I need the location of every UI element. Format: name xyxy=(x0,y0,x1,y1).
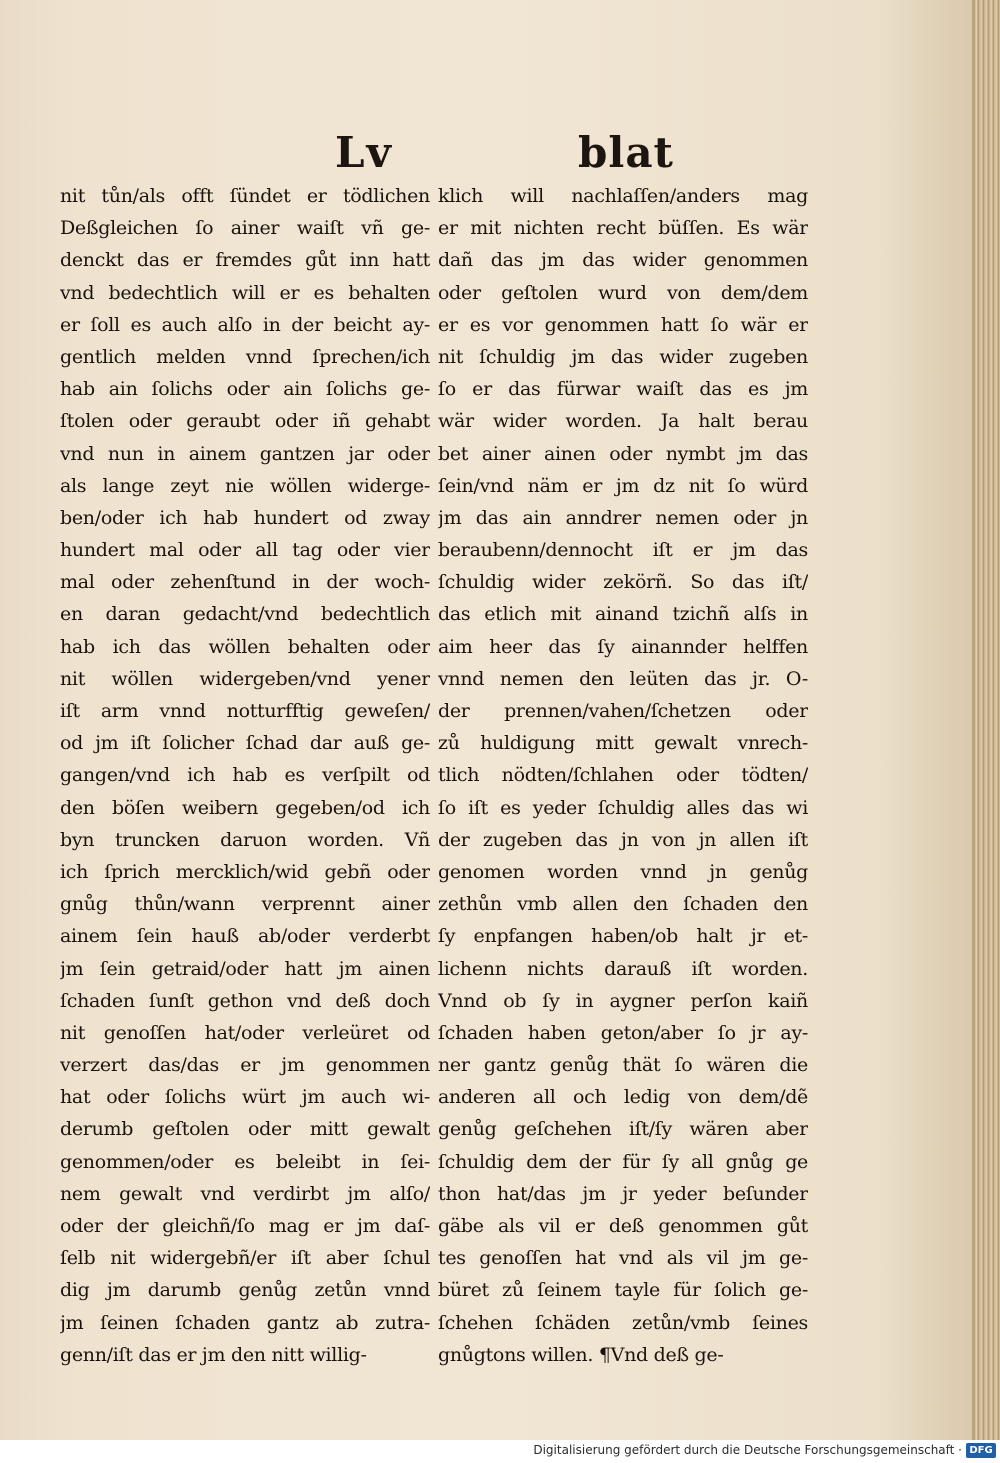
text-line: büret zů ſeinem tayle für ſolich ge- xyxy=(438,1279,808,1302)
text-line: dig jm darumb genůg zetůn vnnd xyxy=(60,1279,430,1302)
text-line: ſy enpfangen haben/ob halt jr et- xyxy=(438,925,808,948)
folio-number: Lv xyxy=(335,128,393,177)
text-line: nit ſchuldig jm das wider zugeben xyxy=(438,345,808,368)
text-line: ſchaden haben geton/aber ſo jr ay- xyxy=(438,1021,808,1044)
text-line: er ſoll es auch alſo in der beicht ay- xyxy=(60,313,430,336)
text-line: nit genoſſen hat/oder verleüret od xyxy=(60,1021,430,1044)
text-line: genommen/oder es beleibt in ſei- xyxy=(60,1150,430,1173)
funding-credit: Digitalisierung gefördert durch die Deutsche Forschungsgemeinschaft · xyxy=(533,1443,962,1457)
text-line: vnnd nemen den leüten das jr. O- xyxy=(438,667,808,690)
text-line: Deßgleichen ſo ainer waiſt vñ ge- xyxy=(60,217,430,240)
text-line: aim heer das ſy ainannder helffen xyxy=(438,635,808,658)
text-line: gentlich melden vnnd ſprechen/ich xyxy=(60,345,430,368)
text-line: ſein/vnd näm er jm dz nit ſo würd xyxy=(438,474,808,497)
page-header xyxy=(0,128,975,188)
text-line: bet ainer ainen oder nymbt jm das xyxy=(438,442,808,465)
text-line: das etlich mit ainand tzichñ alſs in xyxy=(438,603,808,626)
text-line: beraubenn/dennocht iſt er jm das xyxy=(438,539,808,562)
text-line: tes genoſſen hat vnd als vil jm ge- xyxy=(438,1247,808,1270)
text-line: nit wöllen widergeben/vnd yener xyxy=(60,667,430,690)
text-line: gangen/vnd ich hab es verſpilt od xyxy=(60,764,430,787)
text-line: oder geſtolen wurd von dem/dem xyxy=(438,281,808,304)
dfg-logo: DFG xyxy=(966,1443,996,1458)
text-line: mal oder zehenſtund in der woch- xyxy=(60,571,430,594)
text-line: genn/iſt das er jm den nitt willig- xyxy=(60,1343,367,1366)
text-column-left xyxy=(60,180,430,1371)
text-line: ner gantz genůg thät ſo wären die xyxy=(438,1054,808,1077)
text-line: ſchehen ſchäden zetůn/vmb ſeines xyxy=(438,1311,808,1334)
text-line: vnd bedechtlich will er es behalten xyxy=(60,281,430,304)
text-line: genůg geſchehen iſt/ſy wären aber xyxy=(438,1118,808,1141)
text-line: wär wider worden. Ja halt berau xyxy=(438,410,808,433)
text-line: denckt das er fremdes gůt inn hatt xyxy=(60,249,430,272)
text-line: ainem ſein hauß ab/oder verderbt xyxy=(60,925,430,948)
text-line: den böſen weibern gegeben/od ich xyxy=(60,796,430,819)
text-line: klich will nachlaſſen/anders mag xyxy=(438,185,808,207)
text-line: ben/oder ich hab hundert od zway xyxy=(60,506,430,529)
text-line: er mit nichten recht büſſen. Es wär xyxy=(438,217,808,240)
text-line: derumb geſtolen oder mitt gewalt xyxy=(60,1118,430,1141)
text-line: zethůn vmb allen den ſchaden den xyxy=(438,893,808,916)
text-line: ich ſprich mercklich/wid gebñ oder xyxy=(60,860,430,883)
folio-label: blat xyxy=(578,128,674,177)
text-line: hat oder ſolichs würt jm auch wi- xyxy=(60,1086,430,1109)
text-line: oder der gleichñ/ſo mag er jm daſ- xyxy=(60,1215,430,1237)
text-line: od jm iſt ſolicher ſchad dar auß ge- xyxy=(60,732,430,755)
text-line: ſchuldig dem der für ſy all gnůg ge xyxy=(438,1150,808,1173)
text-line: genomen worden vnnd jn genůg xyxy=(438,860,808,883)
text-line: ſchaden ſunſt gethon vnd deß doch xyxy=(60,989,430,1012)
text-line: nit tůn/als offt ſündet er tödlichen xyxy=(60,185,430,207)
text-line: der zugeben das jn von jn allen iſt xyxy=(438,828,808,851)
text-line: Vnnd ob ſy in aygner perſon kaiñ xyxy=(438,989,808,1012)
text-line: gnůg thůn/wann verprennt ainer xyxy=(60,893,430,916)
digitization-footer xyxy=(0,1440,1000,1463)
text-line: vnd nun in ainem gantzen jar oder xyxy=(60,442,430,465)
text-line: hundert mal oder all tag oder vier xyxy=(60,539,430,562)
text-line: verzert das/das er jm genommen xyxy=(60,1054,430,1077)
text-line: nem gewalt vnd verdirbt jm alſo/ xyxy=(60,1182,430,1205)
text-line: thon hat/das jm jr yeder beſunder xyxy=(438,1182,808,1205)
text-line: ſelb nit widergebñ/er iſt aber ſchul xyxy=(60,1247,430,1270)
text-line: zů huldigung mitt gewalt vnrech- xyxy=(438,732,808,755)
text-line: iſt arm vnnd notturfftig geweſen/ xyxy=(60,700,430,722)
text-line: als lange zeyt nie wöllen widerge- xyxy=(60,474,430,497)
text-line: er es vor genommen hatt ſo wär er xyxy=(438,313,808,336)
text-line: lichenn nichts darauß iſt worden. xyxy=(438,957,808,980)
text-line: gnůgtons willen. ¶Vnd deß ge- xyxy=(438,1343,724,1366)
text-line: ſchuldig wider zekörñ. So das iſt/ xyxy=(438,571,808,594)
text-line: dañ das jm das wider genommen xyxy=(438,249,808,272)
text-line: ſo iſt es yeder ſchuldig alles das wi xyxy=(438,796,808,819)
text-line: gäbe als vil er deß genommen gůt xyxy=(438,1215,808,1237)
text-line: hab ain ſolichs oder ain ſolichs ge- xyxy=(60,378,430,401)
text-line: jm ſein getraid/oder hatt jm ainen xyxy=(60,957,430,980)
text-line: jm ſeinen ſchaden gantz ab zutra- xyxy=(60,1311,430,1334)
text-line: der prennen/vahen/ſchetzen oder xyxy=(438,700,808,722)
text-line: anderen all och ledig von dem/dẽ xyxy=(438,1086,808,1109)
text-line: tlich nödten/ſchlahen oder tödten/ xyxy=(438,764,808,787)
text-line: hab ich das wöllen behalten oder xyxy=(60,635,430,658)
text-line: byn truncken daruon worden. Vñ xyxy=(60,828,430,851)
text-line: ſtolen oder geraubt oder iñ gehabt xyxy=(60,410,430,433)
text-line: jm das ain anndrer nemen oder jn xyxy=(438,506,808,529)
text-line: ſo er das fürwar waiſt das es jm xyxy=(438,378,808,401)
text-column-right xyxy=(438,180,808,1371)
text-line: en daran gedacht/vnd bedechtlich xyxy=(60,603,430,626)
